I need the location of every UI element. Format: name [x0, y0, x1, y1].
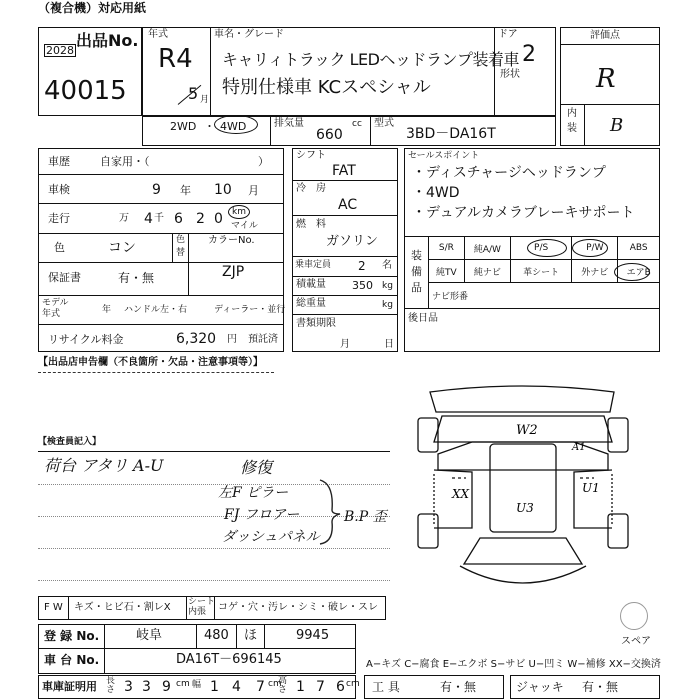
fuel-label2: 料 [316, 219, 326, 230]
mileage-man: 万 [119, 213, 129, 224]
year-value: R4 [158, 44, 193, 74]
airbag-circle [614, 263, 650, 281]
len-d3: 9 [162, 679, 171, 695]
diagram-a1: A1 [572, 442, 586, 453]
len-label: 長さ [106, 676, 116, 695]
handle-value: 左・右 [160, 305, 188, 315]
lot-label: 出品No. [76, 31, 139, 50]
ac-label2: 房 [316, 183, 326, 194]
hgt-d1: 1 [296, 679, 305, 695]
color-value: コン [108, 240, 136, 256]
lot-stamp: 2028 [46, 44, 74, 57]
mileage-label: 走行 [48, 212, 70, 225]
warranty-value: 有・無 [118, 271, 155, 285]
wid-label: 幅 [192, 680, 202, 690]
ac-label1: 冷 [296, 183, 306, 194]
lot-number: 40015 [44, 76, 127, 106]
tools-value: 有・無 [440, 680, 477, 694]
inspector-label: 【検査員記入】 [38, 437, 102, 447]
jack-value: 有・無 [582, 680, 619, 694]
certificate-label: 車庫証明用 [42, 680, 97, 693]
history-value: 自家用・（ [100, 155, 150, 168]
chassis-value: DA16T－696145 [176, 652, 282, 667]
weight-unit: kg [382, 300, 393, 310]
model-code-value: 3BD－DA16T [406, 126, 496, 142]
sales-item-2: ・4WD [412, 185, 460, 201]
km-circle [228, 205, 250, 219]
docs-day: 日 [384, 339, 394, 350]
displacement-value: 660 [316, 127, 343, 143]
hgt-unit: cm [346, 679, 360, 689]
mileage-d1: 6 [174, 211, 183, 227]
equip-label-1: 装 [411, 249, 422, 262]
model-label: 車名・グレード [214, 29, 284, 40]
seller-notes-label: 【出品店申告欄（不良箇所・欠品・注意事項等）】 [38, 357, 263, 368]
equip-ps: P/S [511, 237, 572, 260]
spare-tire-circle [620, 602, 648, 630]
sales-label: セールスポイント [408, 151, 480, 161]
registration-label: 登 録 No. [44, 629, 100, 643]
model-year-label2: 年式 [42, 309, 61, 319]
recycle-label: リサイクル料金 [48, 333, 124, 346]
drive-4wd-circle [214, 115, 258, 134]
fw-label: F W [44, 602, 63, 613]
color-label: 色 [54, 241, 65, 254]
shift-label: シフト [296, 150, 326, 161]
capacity-label: 乗車定員 [295, 260, 332, 270]
load-value: 350 [352, 279, 373, 292]
equip-abs: ABS [618, 237, 660, 260]
mileage-sen: 千 [154, 213, 164, 224]
equip-leather: 革シート [511, 260, 572, 283]
equip-airbag: エアB [618, 260, 660, 283]
weight-label: 総重量 [296, 298, 326, 309]
history-label: 車歴 [48, 155, 70, 168]
mileage-mile: マイル [231, 221, 258, 231]
fw-text: キズ・ヒビ石・割レX [74, 602, 171, 613]
ps-circle [527, 239, 567, 257]
month-unit: 月 [200, 95, 210, 105]
model-code-label: 型式 [374, 118, 394, 129]
wid-d3: 7 [256, 679, 265, 695]
sheet-text: コゲ・穴・汚レ・シミ・破レ・スレ [218, 602, 378, 613]
diagram-u3: U3 [516, 501, 534, 515]
model-year-label1: モデル [42, 298, 69, 308]
hgt-d3: 6 [336, 679, 345, 695]
history-close: ） [258, 155, 269, 168]
registration-number: 9945 [296, 628, 330, 643]
mileage-d3: 0 [214, 211, 223, 227]
registration-class: 480 [204, 628, 229, 643]
equip-sr: S/R [429, 237, 465, 260]
capacity-unit: 名 [382, 260, 392, 271]
equip-navi: 純ナビ [464, 260, 510, 283]
docs-month: 月 [340, 339, 350, 350]
sales-item-1: ・ディスチャージヘッドランプ [412, 165, 606, 181]
load-unit: kg [382, 281, 393, 291]
defect-legend: A−キズ C−腐食 E−エクボ S−サビ U−凹ミ W−補修 XX−交換済 [366, 659, 661, 670]
spare-label: スペア [621, 636, 651, 647]
sheet-label: シート 内張 [188, 597, 216, 617]
year-label: 年式 [148, 29, 168, 40]
left-info-box [38, 148, 284, 352]
diagram-u1: U1 [582, 481, 600, 495]
car-diagram [412, 378, 634, 610]
equip-tv: 純TV [429, 260, 465, 283]
interior-label-2: 装 [567, 123, 577, 134]
hw-note-repair: 修復 [240, 458, 273, 477]
hw-note-bp: B.P 歪 [344, 509, 387, 525]
equip-ext-navi: 外ナビ [572, 260, 618, 283]
mileage-km: km [232, 207, 246, 217]
wid-unit: cm [268, 679, 282, 689]
inspection-month: 10 [214, 182, 232, 198]
equip-aw: 純A/W [464, 237, 510, 260]
fuel-label1: 燃 [296, 219, 306, 230]
jack-label: ジャッキ [516, 680, 564, 694]
len-d2: 3 [142, 679, 151, 695]
interior-grade-value: B [610, 115, 624, 136]
recycle-value: 6,320 [176, 331, 217, 347]
capacity-value: 2 [358, 259, 366, 273]
shape-label: 形状 [500, 69, 520, 80]
hw-note-dash: ダッシュパネル [222, 529, 320, 545]
hw-note-pillar: 左F ピラー [218, 485, 289, 501]
color-change-1: 色 [176, 235, 186, 245]
recycle-status: 預託済 [248, 334, 278, 345]
interior-label-1: 内 [567, 108, 577, 119]
model-line1: キャリィトラック LEDヘッドランプ装着車 [222, 50, 519, 69]
navi-model-label: ナビ形番 [432, 292, 469, 302]
ac-value: AC [338, 197, 358, 213]
hgt-d2: 7 [316, 679, 325, 695]
diagram-w2: W2 [516, 423, 538, 438]
hgt-label: 高さ [278, 676, 288, 695]
drive-4wd: 4WD [220, 120, 247, 133]
displacement-label: 排気量 [274, 118, 304, 129]
color-change-2: 替 [176, 248, 186, 258]
fuel-value: ガソリン [326, 234, 379, 249]
model-year-unit: 年 [102, 305, 112, 315]
doors-value: 2 [522, 42, 536, 67]
model-line2: 特別仕様車 KCスペシャル [222, 77, 431, 98]
hw-bracket [318, 476, 342, 548]
dealer-value: ディーラー・並行 [214, 305, 286, 315]
recycle-unit: 円 [227, 334, 237, 345]
colorno-value: ZJP [222, 264, 245, 280]
inspection-month-unit: 月 [248, 184, 259, 197]
doors-label: ドア [498, 29, 518, 40]
tools-label: 工 具 [372, 680, 400, 694]
len-d1: 3 [124, 679, 133, 695]
drive-sep: ・ [204, 120, 215, 133]
form-title: （複合機）対応用紙 [38, 1, 147, 15]
hw-note-floor: FJ フロアー [224, 507, 300, 523]
len-unit: cm [176, 679, 190, 689]
warranty-label: 保証書 [48, 271, 81, 284]
mileage-thousand-digit: 4 [144, 211, 153, 227]
mileage-d2: 2 [196, 211, 205, 227]
diagram-xx: XX [452, 487, 470, 501]
pw-circle [572, 239, 608, 257]
chassis-label: 車 台 No. [44, 653, 100, 667]
grade-value: R [596, 64, 616, 94]
grade-label: 評価点 [590, 30, 620, 41]
displacement-unit: cc [352, 119, 362, 129]
equip-label-2: 備 [411, 265, 422, 278]
inspection-year-unit: 年 [180, 184, 191, 197]
handle-label: ハンドル [124, 305, 161, 315]
hw-note-left: 荷台 アタリ A-U [44, 456, 164, 475]
load-label: 積載量 [296, 279, 326, 290]
registration-place: 岐阜 [136, 628, 163, 643]
sales-item-3: ・デュアルカメラブレーキサポート [412, 205, 635, 221]
colorno-label: カラーNo. [208, 235, 255, 246]
wid-d2: 4 [232, 679, 241, 695]
inspection-year: 9 [152, 182, 161, 198]
docs-label: 書類期限 [296, 318, 336, 329]
wid-d1: 1 [210, 679, 219, 695]
aftermarket-label: 後日品 [408, 313, 438, 324]
drive-2wd: 2WD [170, 120, 197, 133]
inspection-label: 車検 [48, 183, 70, 196]
shift-value: FAT [332, 163, 356, 179]
registration-kana: ほ [244, 628, 258, 643]
equip-label-3: 品 [411, 281, 422, 294]
equip-pw: P/W [572, 237, 618, 260]
month-value: 5 [188, 84, 199, 103]
